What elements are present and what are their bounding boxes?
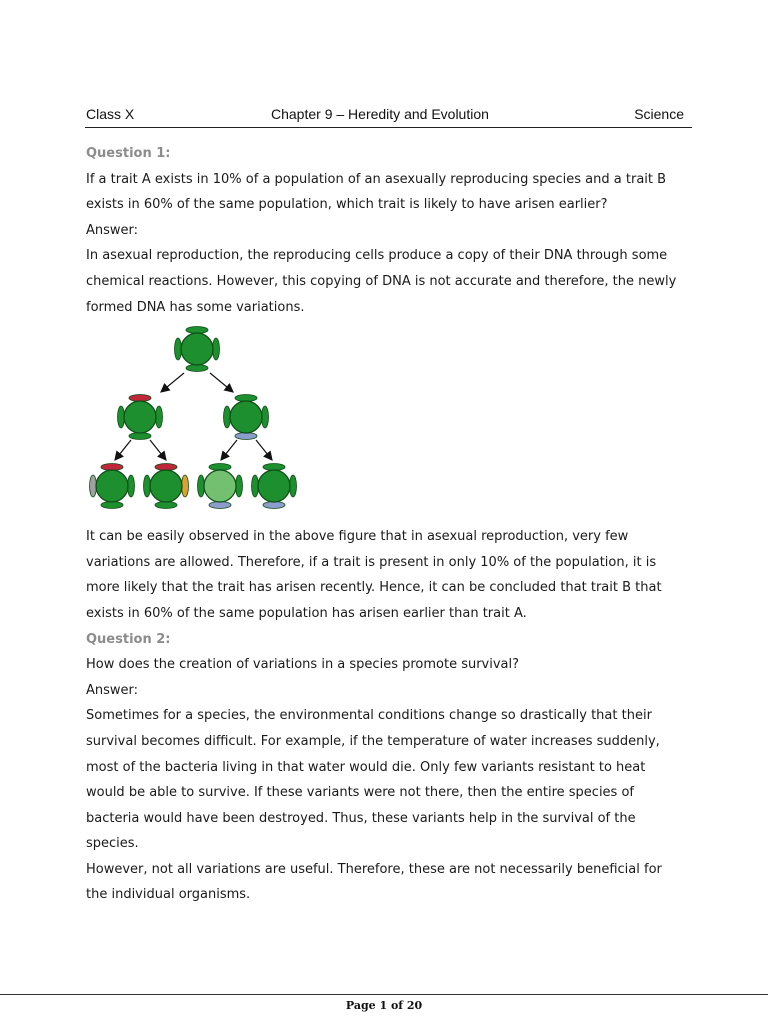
daughter-cell-left-body bbox=[124, 401, 156, 433]
grandchild-cell-2-body bbox=[150, 470, 182, 502]
arrow-left-to-child-2 bbox=[150, 440, 166, 460]
answer-2-paragraph-1: Sometimes for a species, the environmental conditions change so drastically that their survival becomes difficult. For example, if the temperature of water increases suddenly, most of the bacteria living in that water would die. Only few variants resistant to heat would be able to survive. If these variants were not there, then the entire species of bacteria would have been destroyed. Thus, these variants help in the survival of the species. bbox=[86, 708, 660, 852]
arrow-right-to-child-3 bbox=[221, 440, 237, 460]
page-content bbox=[86, 141, 686, 908]
arrow-parent-left bbox=[161, 373, 184, 392]
arrow-right-to-child-4 bbox=[256, 440, 272, 460]
arrow-parent-right bbox=[210, 373, 233, 392]
asexual-reproduction-figure bbox=[89, 326, 309, 522]
answer-1-paragraph-1: In asexual reproduction, the reproducing cells produce a copy of their DNA through some chemical reactions. However, this copying of DNA is not accurate and therefore, the newly formed DNA has some variations. bbox=[86, 248, 677, 315]
grandchild-cell-3-body bbox=[204, 470, 236, 502]
answer-2-label: Answer: bbox=[86, 682, 139, 698]
daughter-cell-right-body bbox=[230, 401, 262, 433]
answer-1-paragraph-2: It can be easily observed in the above figure that in asexual reproduction, very few variations are allowed. Therefore, if a trait is present in only 10% of the population, it is more likely that the trait has arisen recently. Hence, it can be concluded that trait B that exists in 60% of the same population has arisen earlier than trait A. bbox=[86, 529, 662, 621]
page-header bbox=[85, 105, 692, 128]
question-2-heading: Question 2: bbox=[86, 631, 171, 647]
footer-divider bbox=[0, 994, 768, 995]
page-number: Page 1 of 20 bbox=[345, 999, 423, 1012]
grandchild-cell-1-body bbox=[96, 470, 128, 502]
bacteria-division-diagram bbox=[89, 326, 309, 522]
question-1-text: If a trait A exists in 10% of a population of an asexually reproducing species and a trait B exists in 60% of the same population, which trait is likely to have arisen earlier? bbox=[86, 171, 667, 213]
question-1-heading: Question 1: bbox=[86, 146, 171, 161]
parent-cell-body bbox=[181, 333, 213, 365]
answer-1-label: Answer: bbox=[86, 222, 139, 238]
question-2-text: How does the creation of variations in a species promote survival? bbox=[86, 657, 520, 673]
arrow-left-to-child-1 bbox=[115, 440, 131, 460]
answer-2-paragraph-2: However, not all variations are useful. Therefore, these are not necessarily beneficial for the individual organisms. bbox=[86, 861, 662, 903]
header-class: Class X bbox=[86, 106, 135, 122]
header-subject: Science bbox=[634, 106, 684, 122]
grandchild-cell-4-body bbox=[258, 470, 290, 502]
header-chapter: Chapter 9 – Heredity and Evolution bbox=[271, 106, 489, 122]
